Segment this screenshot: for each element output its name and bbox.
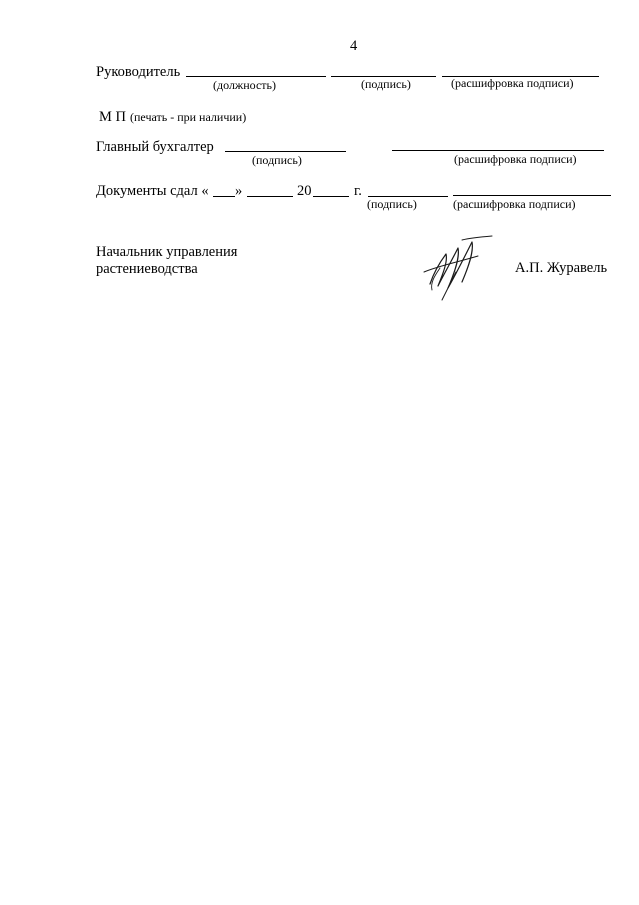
handover-decoding-line (453, 195, 611, 196)
footer-title-line2: растениеводства (96, 261, 198, 277)
footer-title-line1: Начальник управления (96, 244, 238, 260)
stamp-note: (печать - при наличии) (130, 110, 247, 124)
director-label: Руководитель (96, 64, 181, 80)
chief-accountant-decoding-line (392, 150, 604, 151)
handover-year-prefix: 20 (297, 183, 312, 199)
page-number: 4 (350, 38, 358, 54)
handover-month-line (247, 196, 293, 197)
handover-year-line (313, 196, 349, 197)
director-position-line (186, 76, 326, 77)
handover-caption-decoding: (расшифровка подписи) (453, 197, 576, 211)
chief-accountant-caption-signature: (подпись) (252, 153, 302, 167)
handover-close-quote: » (235, 183, 243, 199)
footer-signatory-name: А.П. Журавель (515, 260, 608, 276)
stamp-line (99, 108, 246, 126)
handover-label-prefix: Документы сдал « (96, 183, 209, 199)
handwritten-signature (418, 232, 498, 302)
director-caption-position: (должность) (213, 78, 276, 92)
handover-year-suffix: г. (354, 183, 362, 199)
chief-accountant-signature-line (225, 151, 346, 152)
handover-caption-signature: (подпись) (367, 197, 417, 211)
director-caption-decoding: (расшифровка подписи) (451, 76, 574, 90)
chief-accountant-label: Главный бухгалтер (96, 139, 214, 155)
director-caption-signature: (подпись) (361, 77, 411, 91)
stamp-mp-label: М П (99, 109, 126, 125)
chief-accountant-caption-decoding: (расшифровка подписи) (454, 152, 577, 166)
handover-day-line (213, 196, 235, 197)
